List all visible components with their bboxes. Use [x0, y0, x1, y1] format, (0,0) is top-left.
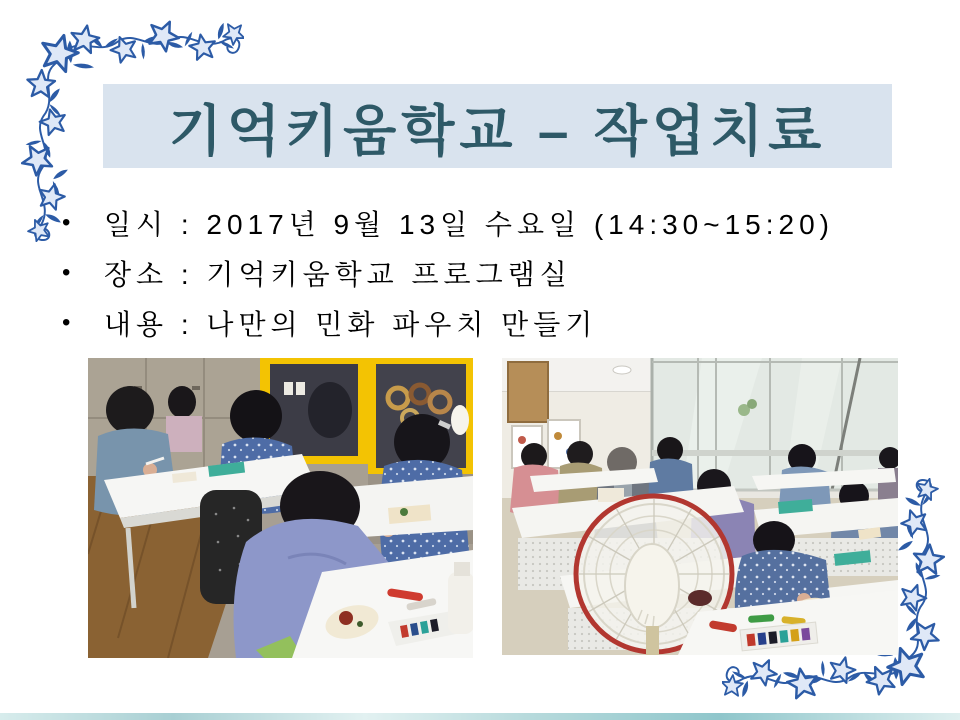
- slide-title: 기억키움학교 – 작업치료: [168, 99, 827, 162]
- bullet-list: [62, 198, 834, 348]
- bullet-dot: •: [62, 259, 71, 286]
- bullet-text-content: 내용 : 나만의 민화 파우치 만들기: [104, 309, 598, 340]
- bullet-item-datetime: [62, 198, 834, 248]
- bullet-text-place: 장소 : 기억키움학교 프로그램실: [104, 259, 572, 290]
- bullet-item-content: [62, 298, 834, 348]
- bullet-dot: •: [62, 209, 71, 236]
- bottom-accent-strip: [0, 713, 960, 720]
- title-banner: [103, 84, 892, 168]
- bullet-dot: •: [62, 309, 71, 336]
- bullet-item-place: [62, 248, 834, 298]
- craft-class-photo-right: [502, 358, 898, 655]
- bullet-text-datetime: 일시 : 2017년 9월 13일 수요일 (14:30~15:20): [104, 209, 834, 240]
- craft-class-photo-left: [88, 358, 473, 658]
